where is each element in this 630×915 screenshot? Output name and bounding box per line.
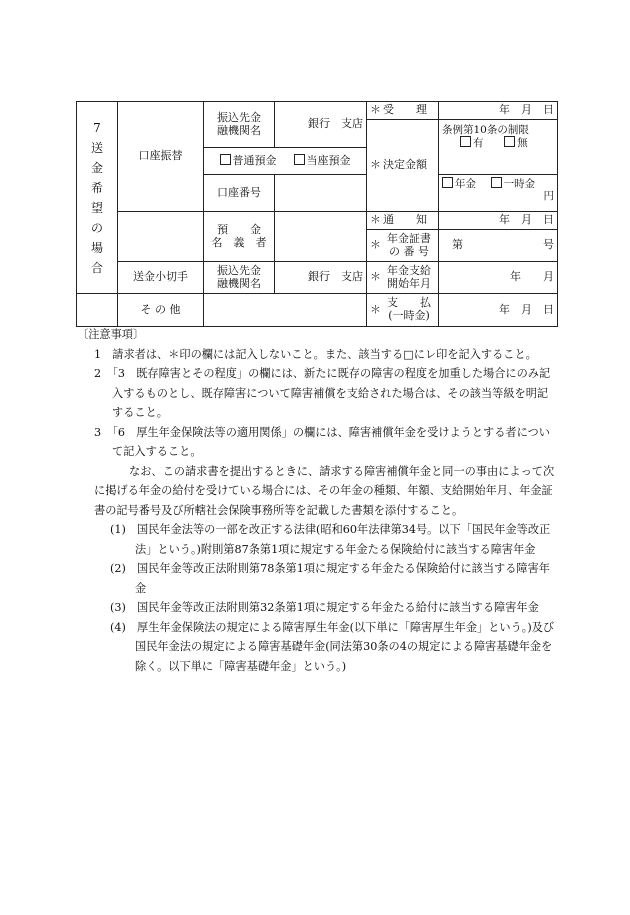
pension-checkbox[interactable] — [442, 177, 453, 188]
pension-start-field[interactable]: 年 月 — [439, 262, 558, 294]
notes-section — [77, 325, 557, 676]
note-sub-3: (3) 国民年金等改正法附則第32条第1項に規定する年金たる給付に該当する障害年金 — [110, 601, 539, 614]
section-7-title: 7 送 金 希 望 の 場 合 — [77, 102, 118, 294]
slip-bank-name-label: 振込先金 融機関名 — [204, 262, 275, 294]
other-field[interactable] — [204, 294, 367, 327]
account-transfer-label: 口座振替 — [118, 102, 204, 212]
other-label: そ の 他 — [118, 294, 204, 327]
account-holder-label: 預 金 名 義 者 — [204, 212, 275, 262]
note-sub-1: (1) 国民年金法等の一部を改正する法律(昭和60年法律第34号。以下「国民年金等改正法」という。)附則第87条第1項に規定する年金たる保険給付に該当する障害年金 — [110, 523, 551, 556]
note-item-3: 3 「6 厚生年金保険法等の適用関係」の欄には、障害補償年金を受けようとする者について記入すること。 — [94, 425, 550, 458]
remittance-form-table — [76, 101, 558, 327]
bank-branch-field[interactable]: 銀行 支店 — [275, 102, 367, 148]
payment-date-field[interactable]: 年 月 日 — [439, 294, 558, 327]
pension-lump-field: 年金 一時金 円 — [439, 175, 558, 212]
payment-label: ＊ 支 払 (一時金) — [367, 294, 439, 327]
slip-bank-branch-field[interactable]: 銀行 支店 — [275, 262, 367, 294]
deposit-type-field: 普通預金 当座預金 — [204, 148, 367, 175]
current-deposit-checkbox[interactable] — [294, 154, 305, 165]
account-number-label: 口座番号 — [204, 175, 275, 212]
note-item-1: 1 請求者は、＊印の欄には記入しないこと。また、該当する□にレ印を記入すること。 — [94, 347, 537, 361]
lump-sum-checkbox[interactable] — [491, 177, 502, 188]
limit-no-checkbox[interactable] — [504, 136, 515, 147]
note-sub-4: (4) 厚生年金保険法の規定による障害厚生年金(以下単に「障害厚生年金」という。)及び国民年金法の規定による障害基礎年金(同法第30条の4の規定による障害基礎年金を除く。以下単に「障害基礎年金」という。) — [110, 620, 555, 673]
remittance-slip-label: 送金小切手 — [118, 262, 204, 294]
notice-label: ＊ 通 知 — [367, 212, 439, 230]
certificate-number-field[interactable]: 第 号 — [439, 230, 558, 262]
certificate-number-label: ＊ 年金証書 の 番 号 — [367, 230, 439, 262]
ordinary-deposit-checkbox[interactable] — [220, 154, 231, 165]
decision-amount-label: ＊ 決定金額 — [367, 120, 439, 212]
received-date-field[interactable]: 年 月 日 — [439, 102, 558, 120]
note-sub-2: (2) 国民年金等改正法附則第78条第1項に規定する年金たる保険給付に該当する障害年金 — [110, 562, 550, 595]
remittance-blank-cell — [118, 212, 204, 262]
received-label: ＊ 受 理 — [367, 102, 439, 120]
bank-name-label: 振込先金 融機関名 — [204, 102, 275, 148]
limit-field: 条例第10条の制限 有 無 — [439, 120, 558, 175]
note-paragraph: なお、この請求書を提出するときに、請求する障害補償年金と同一の事由によって次に掲げる年金の給付を受けている場合には、その年金の種類、年額、支給開始年月、年金証書の記号番号及び所轄社会保険事務所等を記載した書類を添付すること。 — [94, 464, 555, 517]
pension-start-label: ＊ 年金支給 開始年月 — [367, 262, 439, 294]
limit-yes-checkbox[interactable] — [460, 136, 471, 147]
section-number: 7 — [93, 120, 101, 135]
account-holder-field[interactable] — [275, 212, 367, 262]
notes-header: 〔注意事項〕 — [77, 328, 145, 341]
account-number-field[interactable] — [275, 175, 367, 212]
section-7-bottom-cell — [77, 294, 118, 327]
notice-date-field[interactable]: 年 月 日 — [439, 212, 558, 230]
note-item-2: 2 「3 既存障害とその程度」の欄には、新たに既存の障害の程度を加重した場合にのみ記入するものとし、既存障害について障害補償を支給された場合は、その該当等級を明記すること。 — [94, 367, 551, 419]
